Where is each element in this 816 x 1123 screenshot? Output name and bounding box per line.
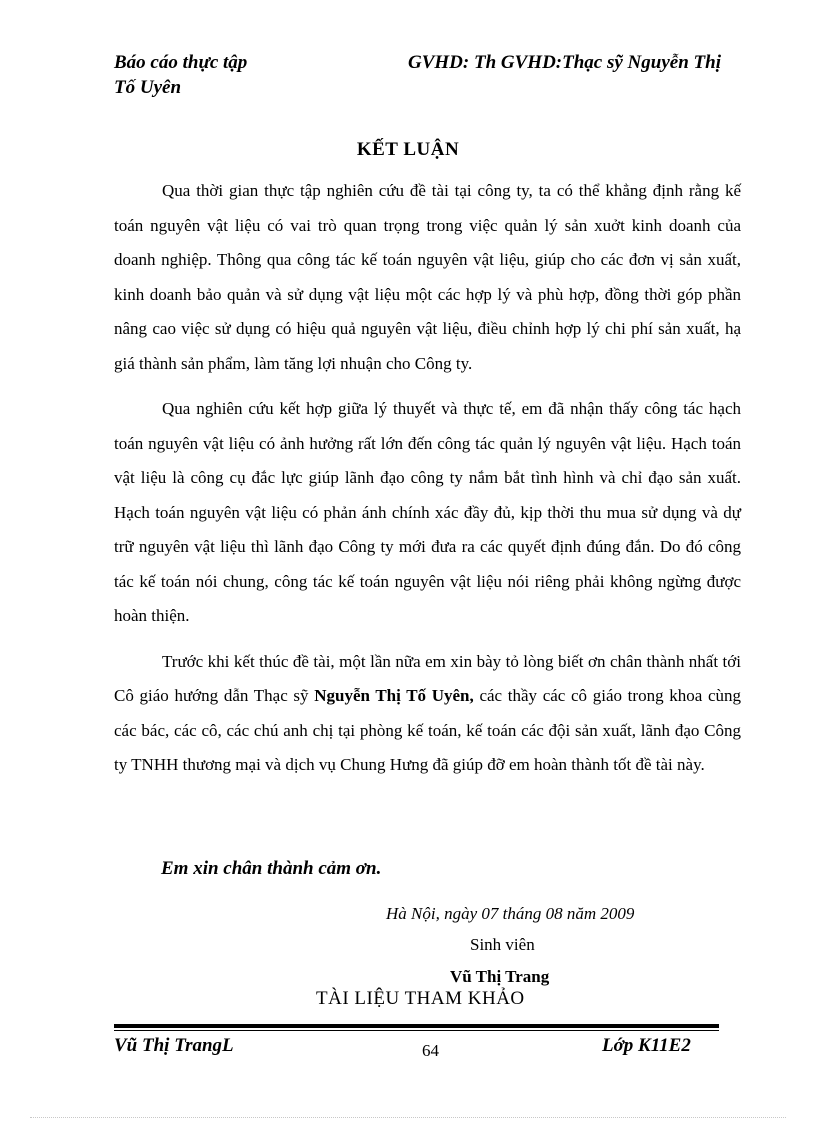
footer-author: Vũ Thị TrangL bbox=[114, 1035, 234, 1056]
signature-name: Vũ Thị Trang bbox=[450, 967, 550, 986]
footer-rule-thick bbox=[114, 1024, 719, 1028]
header-left-line1: Báo cáo thực tập bbox=[114, 52, 248, 73]
footer-rule-thin bbox=[114, 1030, 719, 1031]
page-edge-dots bbox=[30, 1117, 786, 1118]
paragraph-2: Qua nghiên cứu kết hợp giữa lý thuyết và thực tế, em đã nhận thấy công tác hạch toán nguyên vật liệu có ảnh hưởng rất lớn đến công tác quản lý nguyên vật liệu. Hạch toán vật liệu là công cụ đắc lực giúp lãnh đạo công ty nắm bắt tình hình và chỉ đạo sản xuất. Hạch toán nguyên vật liệu có phản ánh chính xác đầy đủ, kịp thời thu mua sử dụng và dự trữ nguyên vật liệu thì lãnh đạo Công ty mới đưa ra các quyết định đúng đắn. Do đó công tác kế toán nói chung, công tác kế toán nguyên vật liệu nói riêng phải không ngừng được hoàn thiện. bbox=[114, 399, 741, 625]
paragraph-3 bbox=[114, 645, 741, 783]
paragraph-1: Qua thời gian thực tập nghiên cứu đề tài tại công ty, ta có thể khẳng định rằng kế toán nguyên vật liệu có vai trò quan trọng trong việc quản lý sản xuởt kinh doanh của doanh nghiệp. Thông qua công tác kế toán nguyên vật liệu, giúp cho các đơn vị sản xuất, kinh doanh bảo quản và sử dụng vật liệu một các hợp lý và phù hợp, đồng thời góp phần nâng cao việc sử dụng có hiệu quả nguyên vật liệu, điều chỉnh hợp lý chi phí sản xuất, hạ giá thành sản phẩm, làm tăng lợi nhuận cho Công ty. bbox=[114, 181, 741, 373]
signature-date: Hà Nội, ngày 07 tháng 08 năm 2009 bbox=[386, 904, 635, 923]
footer-page-number: 64 bbox=[422, 1041, 439, 1060]
signature-role: Sinh viên bbox=[470, 935, 535, 954]
paragraph-3-text-before: Trước khi kết thúc đề tài, một lần nữa em xin bày tỏ lòng biết ơn chân thành nhất tới Cô giáo hướng dẫn Thạc sỹ bbox=[114, 651, 741, 705]
body-text bbox=[114, 174, 741, 783]
page-title: KẾT LUẬN bbox=[356, 139, 460, 160]
paragraph-3-text-after: các thầy các cô giáo trong khoa cùng các bác, các cô, các chú anh chị tại phòng kế toán, kế toán các đội sản xuất, lãnh đạo Công ty TNHH thương mại và dịch vụ Chung Hưng đã giúp đỡ em hoàn thành tốt đề tài này. bbox=[114, 686, 742, 774]
header-right: GVHD: Th GVHD:Thạc sỹ Nguyễn Thị bbox=[408, 52, 721, 73]
thanks-line: Em xin chân thành cảm ơn. bbox=[161, 858, 382, 879]
header-left-line2: Tố Uyên bbox=[114, 77, 182, 98]
footer-class: Lớp K11E2 bbox=[602, 1035, 691, 1056]
advisor-name: Nguyễn Thị Tố Uyên, bbox=[314, 686, 474, 705]
references-title: TÀI LIỆU THAM KHẢO bbox=[316, 988, 525, 1009]
